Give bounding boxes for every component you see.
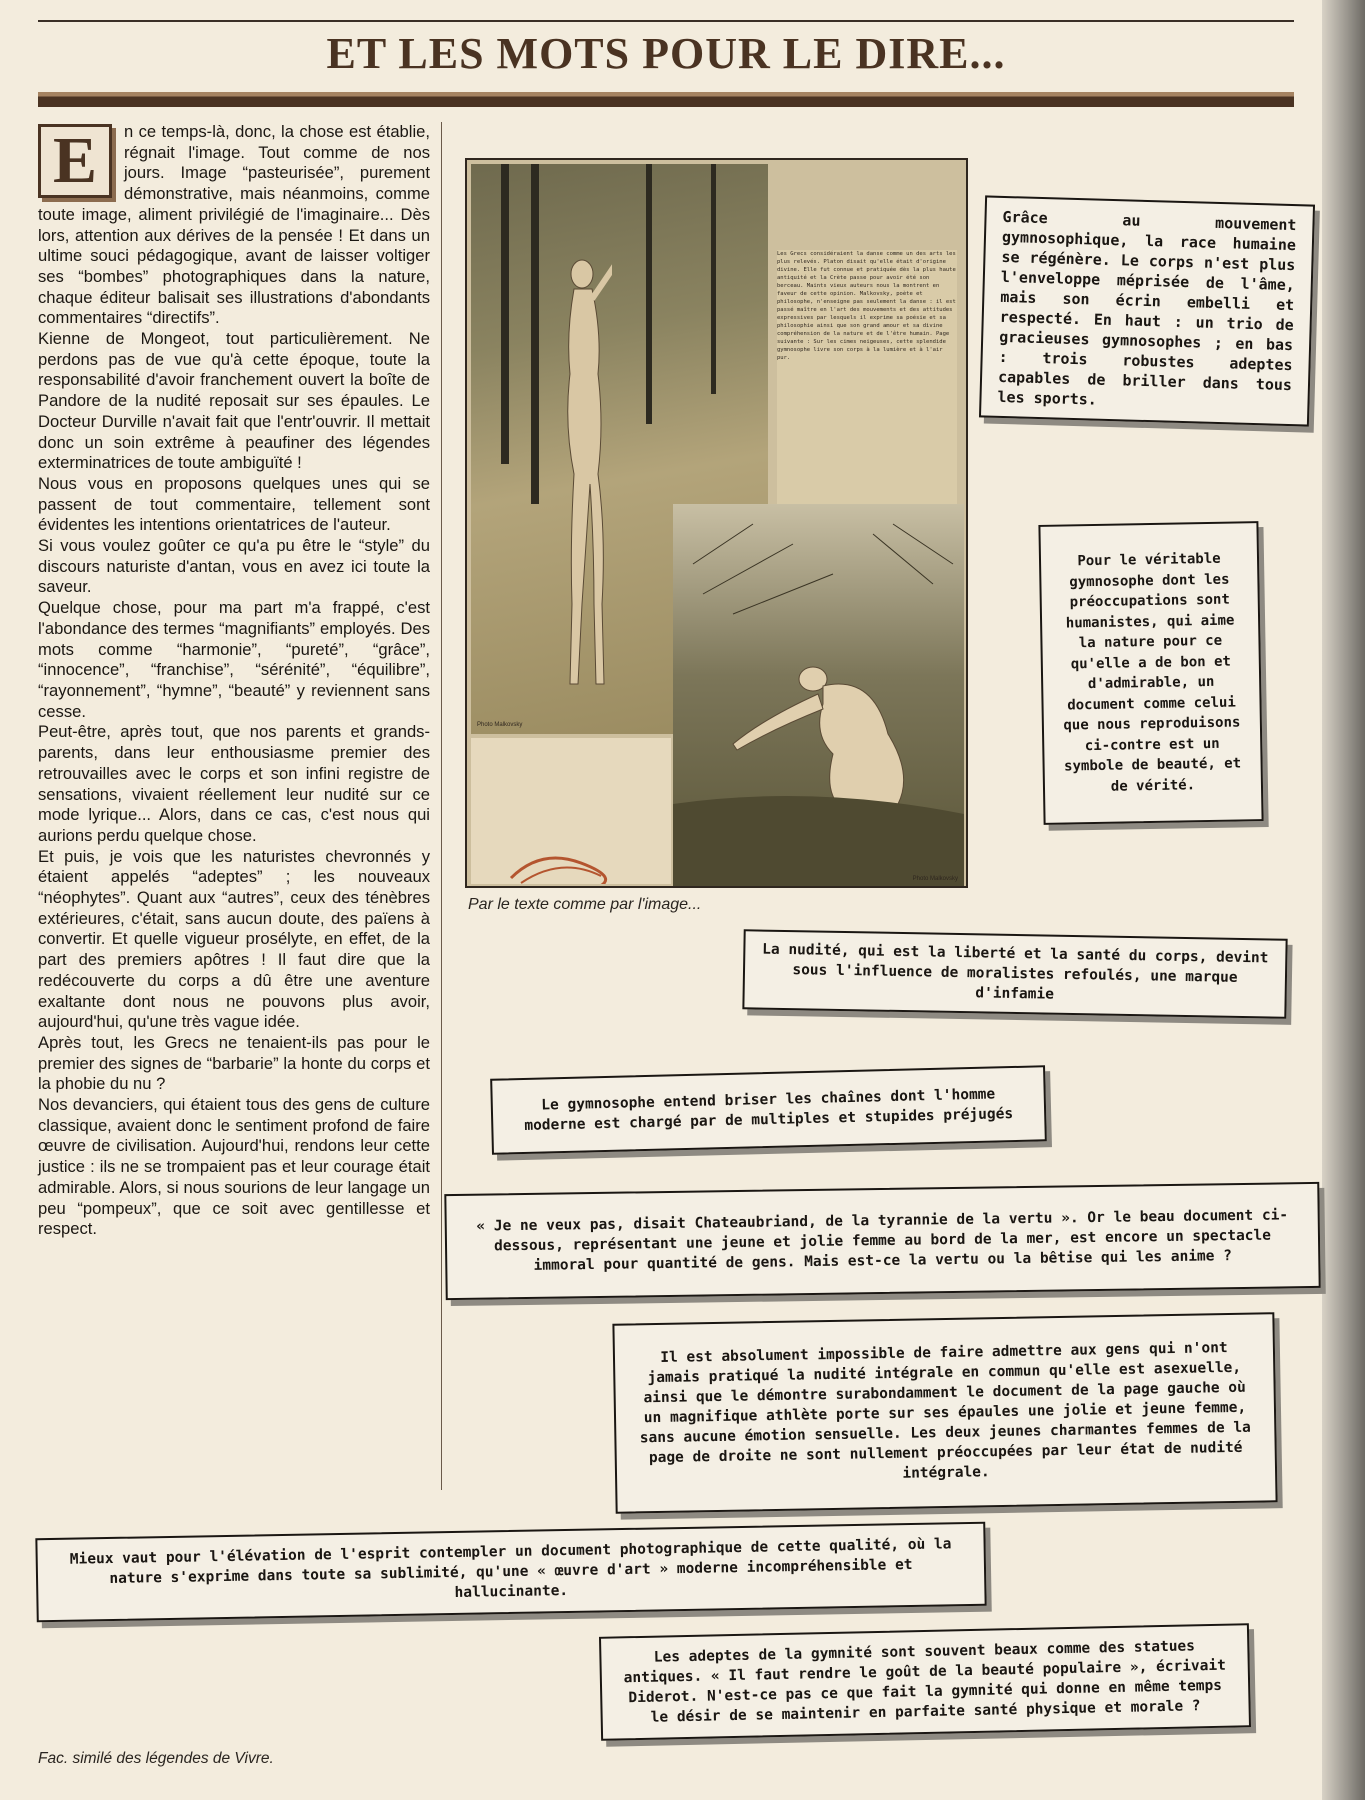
photo-credit-bottom: Photo Malkovsky xyxy=(912,876,958,882)
facsimile-photo-spread xyxy=(465,158,968,888)
article-paragraph: Nous vous en proposons quelques unes qui se passent de tout commentaire, tellement sont évidentes les intentions orientatrices de l'auteur. xyxy=(38,473,430,535)
legend-box-chateaubriand xyxy=(444,1182,1320,1300)
title-underline-bar xyxy=(38,92,1294,107)
kneeling-figure-illustration xyxy=(673,504,964,886)
page-gutter-edge xyxy=(1322,0,1365,1800)
article-paragraph: n ce temps-là, donc, la chose est établie, régnait l'image. Tout comme de nos jours. Image “pasteurisée”, purement démonstrative, mais néanmoins, comme toute image, aliment privilégié de l'imaginaire... Dès lors, attention aux dérives de la pensée ! Et dans un ultime souci pédagogique, avant de laisser voltiger ses “bombes” photographiques dans la nature, chaque éditeur balisait ses illustrations d'abondants commentaires “directifs”. xyxy=(38,122,430,328)
legend-text: Les adeptes de la gymnité sont souvent beaux comme des statues antiques. « Il faut rendre le goût de la beauté populaire », écrivait Diderot. N'est-ce pas ce que fait la gymnité qui donne en même temps le désir de se maintenir en parfaite santé physique et morale ? xyxy=(623,1638,1227,1726)
article-paragraph: Après tout, les Grecs ne tenaient-ils pas pour le premier des signes de “barbarie” la honte du corps et la phobie du nu ? xyxy=(38,1032,430,1094)
photo-blank-panel xyxy=(471,738,671,884)
legend-box-nudity xyxy=(742,929,1287,1018)
legend-text: La nudité, qui est la liberté et la santé du corps, devint sous l'influence de moralistes refoulés, une marque d'infamie xyxy=(762,941,1269,1003)
legend-text: Mieux vaut pour l'élévation de l'esprit contempler un document photographique de cette qualité, où la nature s'exprime dans toute sa sublimité, qu'une « œuvre d'art » moderne incompréhensible et hallucinante. xyxy=(69,1536,952,1601)
standing-figure-illustration xyxy=(556,244,612,694)
page-title: ET LES MOTS POUR LE DIRE... xyxy=(326,29,1006,78)
article-paragraph: Kienne de Mongeot, tout particulièrement. Ne perdons pas de vue qu'à cette époque, toute la responsabilité d'avoir franchement ouvert la boîte de Pandore de la nudité reposait sur ses épaules. Le Docteur Durville n'avait fait que l'entr'ouvrir. Il mettait donc un soin extrême à peaufiner des légendes exterminatrices de toute ambiguïté ! xyxy=(38,329,430,473)
legend-box-diderot xyxy=(599,1623,1251,1741)
article-paragraph: Peut-être, après tout, que nos parents et grands-parents, dans leur enthousiasme premier des retrouvailles avec le corps et son infini registre de sensations, vivaient réellement leur nudité sur ce mode lyrique... Alors, dans ce cas, c'est nous qui aurions perdu quelque chose. xyxy=(38,722,430,845)
article-paragraph: Si vous voulez goûter ce qu'a pu être le “style” du discours naturiste d'antan, vous en avez ici toute la saveur. xyxy=(38,536,430,597)
legend-text: Il est absolument impossible de faire admettre aux gens qui n'ont jamais pratiqué la nudité intégrale en commun qu'elle est asexuelle, ainsi que le démontre surabondamment le document de la page gauche où un magnifique athlète porte sur ses épaules une jolie et jeune femme, sans aucune émotion sensuelle. Les deux jeunes charmantes femmes de la page de droite ne sont nullement préoccupées par leur état de nudité intégrale. xyxy=(639,1340,1251,1482)
article-paragraph: Nos devanciers, qui étaient tous des gens de culture classique, avaient donc le sentiment profond de faire œuvre de civilisation. Aujourd'hui, rendons leur cette justice : ils ne se trompaient pas et leur courage était admirable. Alors, si nous sourions de leur langage un peu “pompeux”, que ce soit avec gentillesse et respect. xyxy=(38,1095,430,1239)
photo-inset-text: Les Grecs considéraient la danse comme un des arts les plus relevés. Platon disait qu'elle était d'origine divine. Elle fut connue et pratiquée dès la plus haute antiquité et la Crète passe pour avoir été son berceau. Maints vieux auteurs nous la montrent en faveur de cette opinion. Malkovsky, poète et philosophe, n'enseigne pas seulement la danse : il est passé maître en l'art des mouvements et des attitudes expressives par lesquels il exprime sa poésie et sa philosophie ainsi que son grand amour et sa divine compréhension de la nature et de l'être humain. Page suivante : Sur les cimes neigeuses, cette splendide gymnosophe livre son corps à la lumière et à l'air pur. xyxy=(777,250,957,670)
drop-cap: E xyxy=(38,124,112,198)
legend-box-humanist xyxy=(1038,521,1263,825)
legend-text: Pour le véritable gymnosophe dont les préoccupations sont humanistes, qui aime la nature pour ce qu'elle a de bon et d'admirable, un document comme celui que nous reproduisons ci-contre est un symbole de beauté, et de vérité. xyxy=(1063,550,1242,795)
legend-box-elevation xyxy=(35,1522,986,1623)
top-rule xyxy=(38,20,1294,22)
article-body xyxy=(38,122,430,1487)
legend-box-chains xyxy=(490,1065,1047,1155)
ornament-flourish-icon xyxy=(471,738,671,884)
legend-box-asexual xyxy=(612,1312,1277,1514)
photo-credit-top: Photo Malkovsky xyxy=(477,722,523,728)
column-divider xyxy=(441,122,442,1490)
article-paragraph: Quelque chose, pour ma part m'a frappé, c'est l'abondance des termes “magnifiants” employés. Des mots comme “harmonie”, “pureté”, “grâce”, “innocence”, “franchise”, “sérénité”, “équilibre”, “rayonnement”, “hymne”, “beauté” y reviennent sans cesse. xyxy=(38,598,430,721)
photo-caption: Par le texte comme par l'image... xyxy=(468,896,702,913)
photo-kneeling-figure xyxy=(673,504,964,886)
footer-caption: Fac. similé des légendes de Vivre. xyxy=(38,1750,274,1767)
legend-box-regeneration xyxy=(979,195,1315,426)
legend-text: Le gymnosophe entend briser les chaînes dont l'homme moderne est chargé par de multiples et stupides préjugés xyxy=(524,1086,1014,1134)
legend-text: « Je ne veux pas, disait Chateaubriand, de la tyrannie de la vertu ». Or le beau document ci-dessous, représentant une jeune et jolie femme au bord de la mer, est encore un spectacle immoral pour quantité de gens. Mais est-ce la vertu ou la bêtise qui les anime ? xyxy=(476,1207,1289,1274)
legend-text: Grâce au mouvement gymnosophique, la race humaine se régénère. Le corps n'est plus l'enveloppe méprisée de l'âme, mais son écrin embelli et respecté. En haut : un trio de gracieuses gymnosophes ; en bas : trois robustes adeptes capables de briller dans tous les sports. xyxy=(997,207,1297,409)
article-paragraph: Et puis, je vois que les naturistes chevronnés y étaient appelés “adeptes” ; les nouveaux “néophytes”. Quant aux “autres”, ceux des ténèbres extérieures, c'était, sans aucun doute, des païens à convertir. Et quelle vigueur prosélyte, en effet, de la part des premiers apôtres ! Il faut dire que la redécouverte du corps a dû être une aventure exaltante dont nous ne pouvons plus avoir, aujourd'hui, qu'une très vague idée. xyxy=(38,846,430,1032)
